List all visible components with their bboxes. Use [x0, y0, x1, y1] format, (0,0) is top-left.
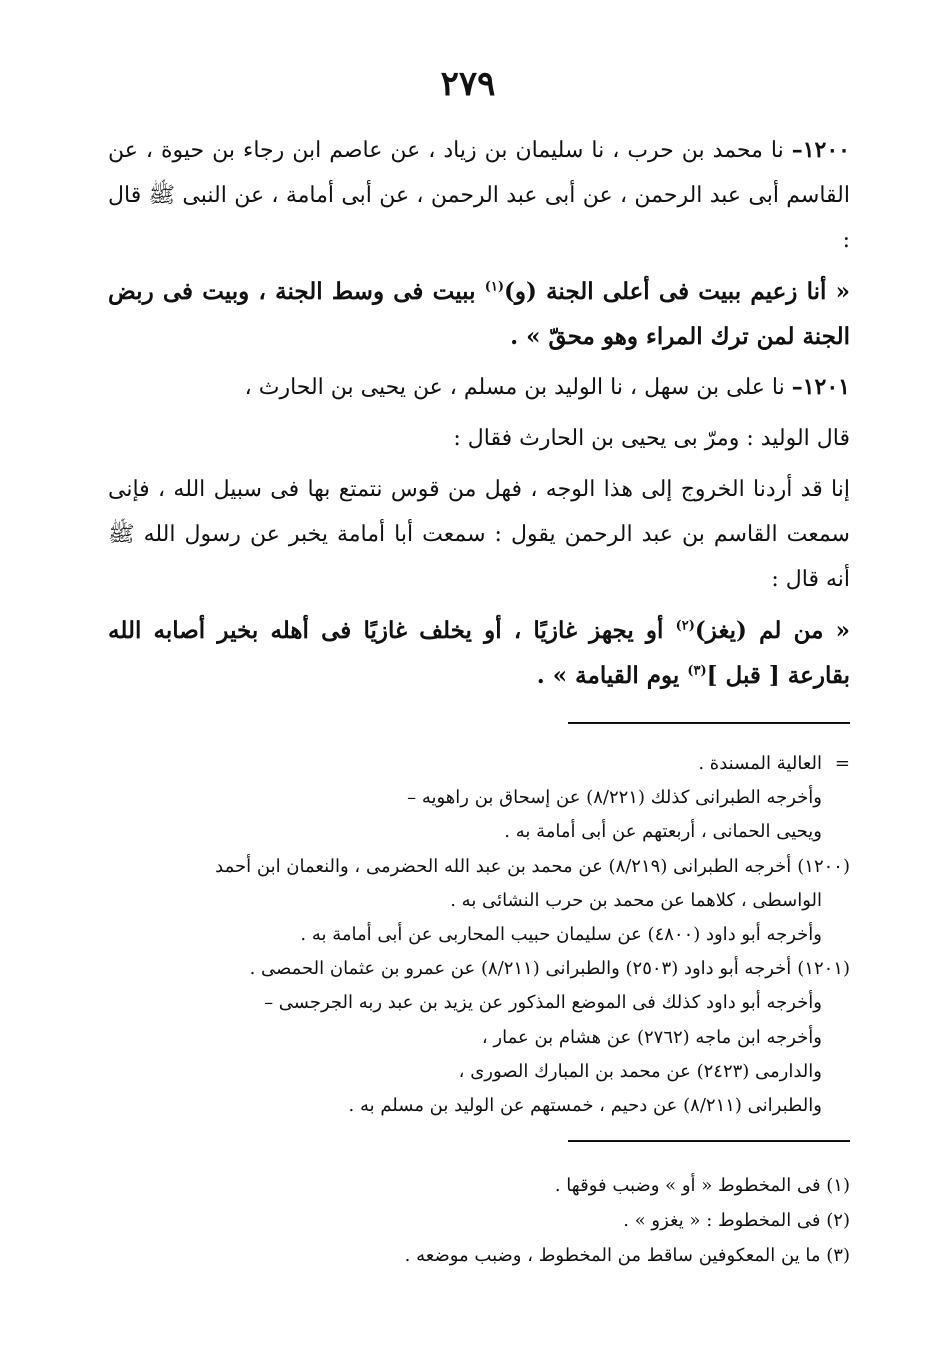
main-text: [108, 128, 850, 704]
footnotes: [200, 1168, 850, 1273]
note-text: وأخرجه ابن ماجه (٢٧٦٢) عن هشام بن عمار ،: [481, 1026, 822, 1048]
note-text: وأخرجه الطبرانى كذلك (٨/٢٢١) عن إسحاق بن راهويه –: [407, 787, 822, 809]
note-line: [90, 1089, 850, 1123]
hadith-1201-narration-cont: إنا قد أردنا الخروج إلى هذا الوجه ، فهل من قوس نتمتع بها فى سبيل الله ، فإنى سمعت القاسم بن عبد الرحمن يقول : سمعت أبا أمامة يخبر عن رسول الله ﷺ أنه قال :: [108, 477, 850, 592]
notes-divider: [568, 722, 850, 724]
isnad-text: نا محمد بن حرب ، نا سليمان بن زياد ، عن عاصم ابن رجاء بن حيوة ، عن القاسم أبى عبد الرحمن ، عن أبى عبد الرحمن ، عن أبى أمامة ، عن النبى ﷺ قال :: [108, 138, 850, 253]
matn-text: « من لم (يغز): [694, 617, 850, 644]
note-line: [90, 884, 850, 918]
note-line: [90, 747, 850, 781]
note-line: [90, 850, 850, 884]
matn-text: « أنا زعيم ببيت فى أعلى الجنة (و): [504, 278, 850, 305]
note-text: ويحيى الحمانى ، أربعتهم عن أبى أمامة به .: [504, 821, 822, 843]
note-text: والطبرانى (٨/٢١١) عن دحيم ، خمستهم عن الوليد بن مسلم به .: [348, 1095, 822, 1117]
note-line: [90, 918, 850, 952]
note-text: العالية المسندة .: [698, 753, 822, 774]
hadith-1201-isnad: [108, 365, 850, 410]
note-text: الواسطى ، كلاهما عن محمد بن حرب النشائى به .: [450, 889, 822, 911]
note-line: [90, 952, 850, 986]
takhrij-notes: [90, 747, 850, 1123]
footnote-1: (١) فى المخطوط « أو » وضبب فوقها .: [554, 1175, 850, 1196]
footnote-3: (٣) ما ين المعكوفين ساقط من المخطوط ، وضبب موضعه .: [404, 1245, 850, 1266]
note-line: [90, 986, 850, 1020]
note-text: والدارمى (٢٤٢٣) عن محمد بن المبارك الصورى ،: [458, 1060, 822, 1082]
hadith-number: ١٢٠١–: [791, 374, 850, 400]
continuation-mark: =: [834, 753, 850, 774]
note-number: (١٢٠٠): [797, 855, 850, 877]
hadith-1200-matn: [108, 269, 850, 359]
footnote-ref-1: (١): [484, 279, 504, 295]
matn-text: يوم القيامة » .: [536, 662, 688, 689]
note-number: (١٢٠١): [797, 958, 850, 980]
hadith-1201-matn: [108, 608, 850, 698]
note-line: [90, 781, 850, 815]
note-text: أخرجه أبو داود (٢٥٠٣) والطبرانى (٨/٢١١) عن عمرو بن عثمان الحمصى .: [249, 958, 792, 980]
footnotes-divider: [568, 1140, 850, 1142]
matn-text: أو يجهز غازيًا ، أو يخلف غازيًا فى أهله بخير أصابه الله بقارعة [ قبل ]: [108, 617, 850, 689]
note-text: أخرجه الطبرانى (٨/٢١٩) عن محمد بن عبد الله الحضرمى ، والنعمان ابن أحمد: [215, 855, 792, 877]
hadith-1200-isnad: [108, 128, 850, 263]
note-text: وأخرجه أبو داود (٤٨٠٠) عن سليمان حبيب المحاربى عن أبى أمامة به .: [300, 924, 822, 946]
note-line: [90, 815, 850, 849]
note-text: وأخرجه أبو داود كذلك فى الموضع المذكور عن يزيد بن عبد ربه الجرجسى –: [264, 992, 822, 1014]
matn-text: ببيت فى وسط الجنة ، وبيت فى ربض الجنة لمن ترك المراء وهو محقّ » .: [108, 278, 850, 350]
footnote-ref-2: (٢): [675, 618, 695, 634]
footnote-ref-3: (٣): [687, 663, 707, 679]
isnad-text: نا على بن سهل ، نا الوليد بن مسلم ، عن يحيى بن الحارث ،: [244, 375, 785, 400]
note-line: [90, 1021, 850, 1055]
page-number: ٢٧٩: [440, 64, 496, 104]
note-line: [90, 1055, 850, 1089]
footnote-2: (٢) فى المخطوط : « يغزو » .: [623, 1210, 850, 1231]
hadith-number: ١٢٠٠–: [791, 137, 850, 163]
hadith-1201-narration: قال الوليد : ومرّ بى يحيى بن الحارث فقال :: [453, 426, 850, 451]
